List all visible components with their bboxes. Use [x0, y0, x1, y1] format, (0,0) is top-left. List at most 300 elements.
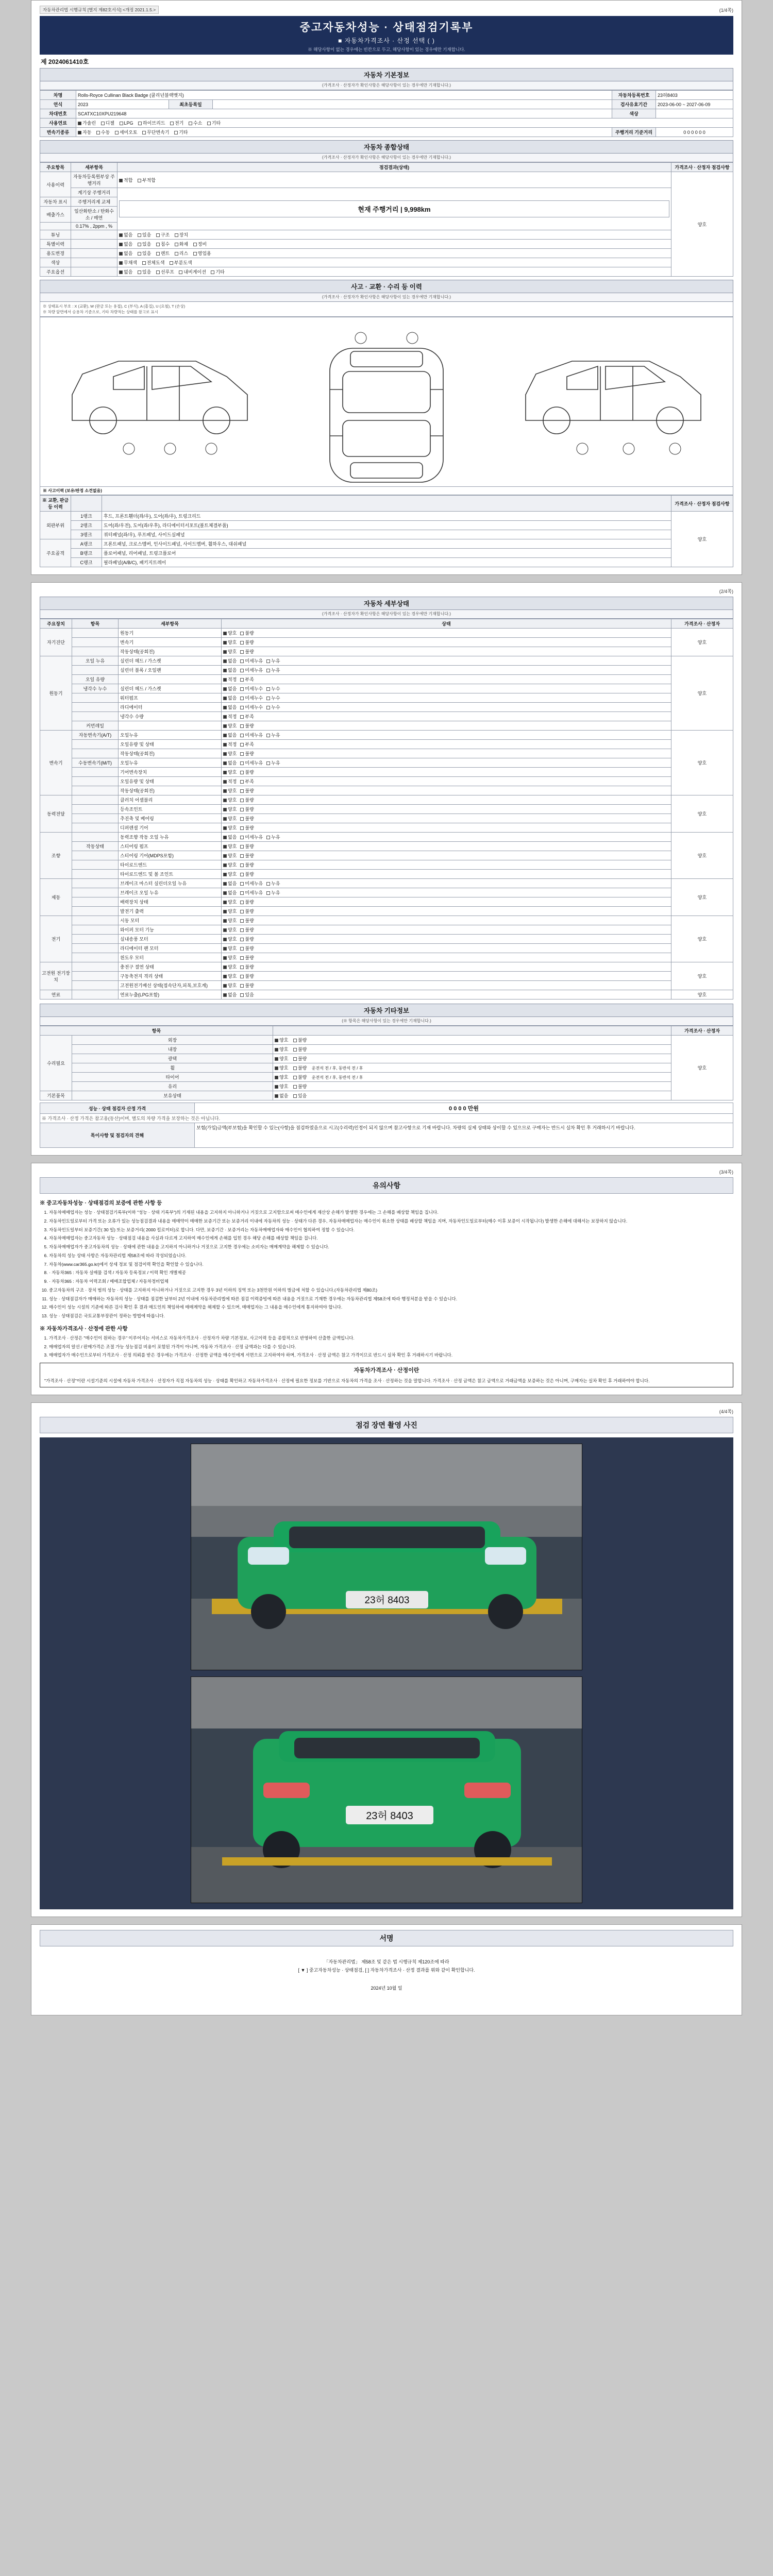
overall-sub-6-0[interactable]: 렌트 [156, 250, 170, 257]
mileage-display: 현재 주행거리 | 9,998km [119, 200, 669, 217]
detail-option[interactable]: 불량 [240, 648, 254, 655]
page-3-topbar [40, 1168, 733, 1175]
overall-group-5: 특별이력 [40, 240, 71, 249]
detail-option[interactable]: 미세누유 [240, 732, 263, 738]
value-firstreg [213, 100, 612, 109]
label-firstreg: 최초등록일 [169, 100, 213, 109]
detail-options[interactable] [222, 823, 671, 833]
detail-option[interactable]: 있음 [240, 991, 254, 998]
detail-group-name: 연료 [40, 990, 72, 999]
label-fuel: 사용연료 [40, 118, 76, 128]
signature-section-title: 서명 [40, 1930, 733, 1946]
detail-option[interactable]: 없음 [223, 694, 237, 701]
overall-opts-7[interactable] [117, 258, 671, 267]
trans-option-1[interactable]: 수동 [96, 129, 110, 135]
detail-item-label [119, 721, 222, 731]
overall-opts-0[interactable] [117, 172, 671, 188]
detail-subgroup: 수동변속기(M/T) [72, 758, 119, 768]
detail-option[interactable]: 양호 [223, 871, 237, 877]
detail-option[interactable]: 불량 [240, 806, 254, 812]
detail-option[interactable]: 누수 [266, 704, 280, 710]
section-sub-overall: (가격조사 · 산정자가 확인사항은 해당사항이 있는 경우에만 기재합니다.) [40, 154, 733, 162]
others-item-5: 유리 [72, 1082, 273, 1091]
others-opt-6-0[interactable]: 없음 [275, 1092, 288, 1099]
detail-option[interactable]: 불량 [240, 815, 254, 822]
detail-option[interactable]: 양호 [223, 787, 237, 794]
overall-opts-5[interactable] [117, 240, 671, 249]
overall-item-4 [71, 230, 117, 240]
fuel-option-3[interactable]: 하이브리드 [138, 120, 165, 126]
page-4-topbar [40, 1408, 733, 1415]
overall-opt-6-1[interactable]: 있음 [138, 250, 151, 257]
detail-options[interactable] [222, 888, 671, 897]
page-number-3: (3/4쪽) [719, 1170, 733, 1175]
detail-item-label: 스티어링 기어(MDPS포함) [119, 851, 222, 860]
detail-subgroup [72, 888, 119, 897]
document-header [40, 16, 733, 55]
others-note: 양호 [671, 1036, 733, 1100]
notice-item: 3. 매매업자가 매수인으로부터 가격조사 · 산정 의뢰를 받은 경우에는 가격조사 · 산정한 금액을 매수인에게 서면으로 고지하여야 하며, 가격조사 · 산정 금액은 참고 가격이므로 반드시 실차 확인 후 거래하시기 바랍니다. [49, 1352, 733, 1359]
value-color [656, 109, 733, 118]
trans-option-0[interactable]: 자동 [78, 129, 91, 135]
document-subtitle: ■ 자동차가격조사 · 산정 선택 ( ) [338, 37, 435, 44]
others-opts-5[interactable] [273, 1082, 671, 1091]
detail-row [40, 814, 733, 823]
detail-item-label: 충전구 절연 상태 [119, 962, 222, 972]
overall-sub-4-0[interactable]: 구조 [156, 231, 170, 238]
detail-row [40, 879, 733, 888]
detail-row [40, 953, 733, 962]
detail-options[interactable] [222, 962, 671, 972]
detail-option[interactable]: 불량 [240, 852, 254, 859]
detail-option[interactable]: 부족 [240, 676, 254, 683]
overall-opt-4-1[interactable]: 있음 [138, 231, 151, 238]
detail-option[interactable]: 양호 [223, 908, 237, 914]
accident-legend [40, 302, 733, 317]
detail-inspector-note: 양호 [671, 629, 733, 656]
detail-inspector-note: 양호 [671, 990, 733, 999]
overall-opt-5-1[interactable]: 있음 [138, 241, 151, 247]
detail-option[interactable]: 불량 [240, 899, 254, 905]
price-definition-text: "가격조사 · 산정"이란 시설기준의 시설에 자동차 가격조사 · 산정자가 직접 자동차의 성능 · 상태를 확인하고 자동차가격조사 · 산정에 필요한 정보를 기반으로 자동차의 가격을 조사 · 산정하는 것을 말합니다. 가격조사 · 산정 금액은 참고 금액으로 거래금액을 보증하는 것은 아니며, 구매자는 실차 확인 후 거래하여야 합니다. [44, 1378, 650, 1383]
detail-option[interactable]: 불량 [240, 945, 254, 952]
detail-option[interactable]: 불량 [240, 936, 254, 942]
frame-note-value: 양호 [671, 512, 733, 567]
detail-option[interactable]: 미세누수 [240, 685, 263, 692]
overall-opt-0-1[interactable]: 부적합 [138, 177, 156, 183]
detail-subgroup [72, 805, 119, 814]
notice-item: 8. · 자동차365 : 자동차 실매물 검색 / 자동차 등록정보 / 이력 확인 개별제공 [49, 1269, 733, 1276]
detail-option[interactable]: 양호 [223, 917, 237, 924]
detail-options[interactable] [222, 795, 671, 805]
detail-options[interactable] [222, 935, 671, 944]
transmission-options[interactable] [76, 128, 612, 137]
detail-option[interactable]: 미세누유 [240, 834, 263, 840]
page-4 [31, 1402, 742, 1917]
others-opt-6-1[interactable]: 있음 [293, 1092, 307, 1099]
others-opt-5-1[interactable]: 불량 [293, 1083, 307, 1090]
detail-option[interactable]: 누수 [266, 685, 280, 692]
damage-diagram[interactable] [40, 317, 733, 487]
detail-subgroup [72, 814, 119, 823]
detail-subgroup [72, 703, 119, 712]
overall-opt-7-1[interactable]: 전체도색 [142, 259, 165, 266]
others-opts-6[interactable] [273, 1091, 671, 1100]
detail-group-name: 자기진단 [40, 629, 72, 656]
detail-option[interactable]: 불량 [240, 722, 254, 729]
detail-options[interactable] [222, 990, 671, 999]
detail-option[interactable]: 양호 [223, 769, 237, 775]
detail-item-label: 원동기 [119, 629, 222, 638]
fuel-option-4[interactable]: 전기 [170, 120, 183, 126]
detail-option[interactable]: 없음 [223, 685, 237, 692]
inspection-photo-rear[interactable] [191, 1676, 582, 1903]
overall-sub-5-2[interactable]: 정비 [193, 241, 207, 247]
overall-opts-6[interactable] [117, 249, 671, 258]
detail-item-label: 브레이크 마스터 실린더오일 누유 [119, 879, 222, 888]
detail-options[interactable] [222, 860, 671, 870]
detail-option[interactable]: 불량 [240, 917, 254, 924]
detail-row [40, 935, 733, 944]
fuel-option-1[interactable]: 디젤 [101, 120, 114, 126]
value-inspection: 2023-06-00 ~ 2027-06-09 [656, 100, 733, 109]
label-transmission: 변속기종류 [40, 128, 76, 137]
detail-options[interactable] [222, 768, 671, 777]
detail-options[interactable] [222, 758, 671, 768]
detail-option[interactable]: 양호 [223, 639, 237, 646]
overall-opt-8-1[interactable]: 있음 [138, 268, 151, 275]
overall-sub-8-1[interactable]: 내비게이션 [179, 268, 206, 275]
frame-row-0-items: 후드, 프론트휀더(좌/우), 도어(좌/우), 트렁크리드 [102, 512, 671, 521]
frame-col-items [102, 496, 671, 512]
detail-row [40, 962, 733, 972]
label-color: 색상 [612, 109, 656, 118]
detail-option[interactable]: 미세누수 [240, 704, 263, 710]
page-1 [31, 0, 742, 575]
detail-item-label: 브레이크 오일 누유 [119, 888, 222, 897]
fuel-options[interactable] [76, 118, 733, 128]
detail-options[interactable] [222, 814, 671, 823]
others-opts-4[interactable] [273, 1073, 671, 1082]
others-opt-4-0[interactable]: 양호 [275, 1074, 288, 1080]
detail-option[interactable]: 누유 [266, 834, 280, 840]
detail-option[interactable]: 불량 [240, 954, 254, 961]
detail-row [40, 786, 733, 795]
detail-group-name: 조향 [40, 833, 72, 879]
detail-option[interactable]: 미세누수 [240, 694, 263, 701]
detail-option[interactable]: 없음 [223, 991, 237, 998]
detail-options[interactable] [222, 805, 671, 814]
frame-row-2-level: 3랭크 [71, 530, 102, 539]
detail-options[interactable] [222, 638, 671, 647]
others-opt-4-1[interactable]: 불량 [293, 1074, 307, 1080]
detail-options[interactable] [222, 749, 671, 758]
detail-options[interactable] [222, 629, 671, 638]
detail-options[interactable] [222, 842, 671, 851]
detail-options[interactable] [222, 953, 671, 962]
others-opt-1-1[interactable]: 불량 [293, 1046, 307, 1053]
detail-row [40, 842, 733, 851]
detail-option[interactable]: 양호 [223, 630, 237, 636]
overall-opt-8-0[interactable]: 없음 [119, 268, 132, 275]
detail-option[interactable]: 부족 [240, 741, 254, 748]
detail-subgroup [72, 851, 119, 860]
overall-opt-4-0[interactable]: 없음 [119, 231, 132, 238]
others-item-3: 휠 [72, 1063, 273, 1073]
detail-subgroup [72, 972, 119, 981]
price-definition-box [40, 1363, 733, 1387]
overall-note: 양호 [671, 172, 733, 277]
detail-option[interactable]: 불량 [240, 824, 254, 831]
detail-option[interactable]: 불량 [240, 630, 254, 636]
detail-item-label: 윈도우 모터 [119, 953, 222, 962]
detail-row [40, 833, 733, 842]
others-item-6: 보유상태 [72, 1091, 273, 1100]
price-title: 성능 · 상태 점검자 산정 가격 [40, 1103, 195, 1114]
overall-sub-6-1[interactable]: 리스 [175, 250, 188, 257]
car-diagram-svg[interactable] [40, 317, 733, 487]
detail-options[interactable] [222, 907, 671, 916]
frame-row-5-level: C랭크 [71, 558, 102, 567]
detail-option[interactable]: 없음 [223, 889, 237, 896]
detail-option[interactable]: 없음 [223, 759, 237, 766]
label-condcode: 주행거리 기준거리 [612, 128, 656, 137]
others-opt-3-1[interactable]: 불량 [293, 1064, 307, 1071]
overall-sub-5-0[interactable]: 침수 [156, 241, 170, 247]
detail-item-label: 워터펌프 [119, 693, 222, 703]
overall-sub-4-1[interactable]: 장치 [175, 231, 188, 238]
svg-text:23허 8403: 23허 8403 [364, 1595, 410, 1606]
detail-option[interactable]: 양호 [223, 936, 237, 942]
detail-option[interactable]: 없음 [223, 834, 237, 840]
overall-sub-6-2[interactable]: 영업용 [193, 250, 211, 257]
trans-option-3[interactable]: 무단변속기 [142, 129, 169, 135]
detail-subgroup [72, 777, 119, 786]
detail-options[interactable] [222, 925, 671, 935]
detail-option[interactable]: 불량 [240, 750, 254, 757]
inspection-photo-front[interactable] [191, 1444, 582, 1670]
detail-item-label: 작동상태(공회전) [119, 786, 222, 795]
overall-sub-5-1[interactable]: 화재 [175, 241, 188, 247]
detail-option[interactable]: 양호 [223, 843, 237, 850]
detail-option[interactable]: 없음 [223, 732, 237, 738]
detail-options[interactable] [222, 740, 671, 749]
detail-option[interactable]: 적정 [223, 778, 237, 785]
detail-option[interactable]: 누유 [266, 759, 280, 766]
detail-subgroup [72, 768, 119, 777]
detail-option[interactable]: 누유 [266, 732, 280, 738]
detail-option[interactable]: 불량 [240, 796, 254, 803]
frame-col-level [71, 496, 102, 512]
overall-item-1: 계기상 주행거리 [71, 188, 117, 197]
detail-option[interactable]: 양호 [223, 982, 237, 989]
detail-options[interactable] [222, 833, 671, 842]
others-opt-0-0[interactable]: 양호 [275, 1037, 288, 1043]
detail-option[interactable]: 양호 [223, 722, 237, 729]
overall-item-0: 자동차등록원부상 주행거리 [71, 172, 117, 188]
detail-option[interactable]: 양호 [223, 806, 237, 812]
detail-options[interactable] [222, 703, 671, 712]
detail-option[interactable]: 양호 [223, 899, 237, 905]
overall-group-2: 자동차 표시 [40, 197, 71, 207]
notice-item: 11. 성능 · 상태점검자가 매매하는 자동차의 성능 · 상태를 점검한 날부터 2년 이내에 자동차관리법에 따른 점검 이력증빙에 따른 내용을 거짓으로 기재한 경우에는 자동차관리법 제58조에 따라 행정처분을 받을 수 있습니다. [49, 1296, 733, 1302]
detail-item-label: 배력장치 상태 [119, 897, 222, 907]
trans-option-4[interactable]: 기타 [174, 129, 188, 135]
detail-options[interactable] [222, 712, 671, 721]
detail-option[interactable]: 적정 [223, 676, 237, 683]
detail-option[interactable]: 미세누유 [240, 667, 263, 673]
overall-opts-4[interactable] [117, 230, 671, 240]
detail-options[interactable] [222, 981, 671, 990]
detail-subgroup [72, 712, 119, 721]
detail-item-label: 동력조향 작동 오일 누유 [119, 833, 222, 842]
fuel-option-5[interactable]: 수소 [189, 120, 202, 126]
detail-options[interactable] [222, 777, 671, 786]
detail-subgroup [72, 647, 119, 656]
detail-option[interactable]: 미세누유 [240, 657, 263, 664]
detail-option[interactable]: 누유 [266, 880, 280, 887]
page-5 [31, 1924, 742, 2015]
detail-option[interactable]: 적정 [223, 713, 237, 720]
detail-item-label: 타이로드엔드 및 볼 조인트 [119, 870, 222, 879]
detail-options[interactable] [222, 897, 671, 907]
overall-sub-8-0[interactable]: 선루프 [156, 268, 174, 275]
overall-sub-8-2[interactable]: 기타 [211, 268, 224, 275]
detail-option[interactable]: 적정 [223, 741, 237, 748]
detail-option[interactable]: 미세누유 [240, 889, 263, 896]
detail-option[interactable]: 양호 [223, 973, 237, 979]
detail-option[interactable]: 불량 [240, 861, 254, 868]
others-opts-3[interactable] [273, 1063, 671, 1073]
notice-item: 2. 매매업자의 알선 / 판매가격은 조절 가능 성능점검 비용이 포함된 가격이 아니며, 자동차 가격조사 · 산정 금액과는 다를 수 있습니다. [49, 1344, 733, 1350]
others-opt-2-1[interactable]: 불량 [293, 1055, 307, 1062]
others-opt-3-0[interactable]: 양호 [275, 1064, 288, 1071]
overall-opt-7-0[interactable]: 무채색 [119, 259, 137, 266]
detail-options[interactable] [222, 666, 671, 675]
fuel-option-6[interactable]: 기타 [207, 120, 221, 126]
overall-item-8 [71, 267, 117, 277]
frame-title-cell: ※ 교환, 판금 등 이력 [40, 496, 71, 512]
detail-options[interactable] [222, 972, 671, 981]
label-vin: 차대번호 [40, 109, 76, 118]
detail-options[interactable] [222, 944, 671, 953]
detail-options[interactable] [222, 693, 671, 703]
detail-option[interactable]: 없음 [223, 880, 237, 887]
detail-options[interactable] [222, 731, 671, 740]
page-3 [31, 1163, 742, 1395]
detail-option[interactable]: 누수 [266, 694, 280, 701]
detail-option[interactable]: 양호 [223, 954, 237, 961]
detail-options[interactable] [222, 656, 671, 666]
detail-option[interactable]: 불량 [240, 982, 254, 989]
detail-row [40, 666, 733, 675]
detail-option[interactable]: 누유 [266, 657, 280, 664]
others-opts-2[interactable] [273, 1054, 671, 1063]
fuel-option-2[interactable]: LPG [120, 121, 133, 126]
detail-option[interactable]: 불량 [240, 973, 254, 979]
detail-option[interactable]: 불량 [240, 843, 254, 850]
detail-options[interactable] [222, 879, 671, 888]
overall-group-4: 튜닝 [40, 230, 71, 240]
fuel-option-0[interactable]: 가솔린 [78, 120, 96, 126]
page-number-4: (4/4쪽) [719, 1409, 733, 1415]
overall-item-2: 주행거리계 교체 [71, 197, 117, 207]
detail-item-label: 스티어링 펌프 [119, 842, 222, 851]
detail-options[interactable] [222, 647, 671, 656]
detail-option[interactable]: 불량 [240, 639, 254, 646]
others-opt-5-0[interactable]: 양호 [275, 1083, 288, 1090]
detail-option[interactable]: 없음 [223, 657, 237, 664]
detail-option[interactable]: 불량 [240, 769, 254, 775]
detail-subgroup: 커먼레일 [72, 721, 119, 731]
others-opt-0-1[interactable]: 불량 [293, 1037, 307, 1043]
detail-option[interactable]: 양호 [223, 945, 237, 952]
detail-options[interactable] [222, 684, 671, 693]
detail-option[interactable]: 부족 [240, 778, 254, 785]
overall-opt-7-2[interactable]: 부분도색 [170, 259, 192, 266]
others-opt-2-0[interactable]: 양호 [275, 1055, 288, 1062]
detail-option[interactable]: 불량 [240, 908, 254, 914]
detail-option[interactable]: 양호 [223, 852, 237, 859]
detail-option[interactable]: 미세누유 [240, 880, 263, 887]
detail-option[interactable]: 불량 [240, 926, 254, 933]
others-opts-0[interactable] [273, 1036, 671, 1045]
others-opts-1[interactable] [273, 1045, 671, 1054]
detail-option[interactable]: 누유 [266, 667, 280, 673]
others-opt-1-0[interactable]: 양호 [275, 1046, 288, 1053]
page-number-2: (2/4쪽) [719, 589, 733, 594]
detail-options[interactable] [222, 721, 671, 731]
detail-option[interactable]: 양호 [223, 796, 237, 803]
trans-option-2[interactable]: 세미오토 [115, 129, 138, 135]
detail-option[interactable]: 양호 [223, 963, 237, 970]
overall-item-6 [71, 249, 117, 258]
detail-options[interactable] [222, 786, 671, 795]
others-hdr-1 [273, 1026, 671, 1036]
detail-subgroup [72, 944, 119, 953]
others-item-0: 외장 [72, 1036, 273, 1045]
detail-subgroup [72, 740, 119, 749]
detail-item-label: 라디에이터 [119, 703, 222, 712]
detail-options[interactable] [222, 675, 671, 684]
detail-options[interactable] [222, 870, 671, 879]
detail-option[interactable]: 양호 [223, 926, 237, 933]
value-vin: SCATXC10XPU219648 [76, 109, 612, 118]
detail-option[interactable]: 양호 [223, 750, 237, 757]
detail-option[interactable]: 불량 [240, 787, 254, 794]
detail-row [40, 897, 733, 907]
detail-option[interactable]: 양호 [223, 648, 237, 655]
detail-option[interactable]: 불량 [240, 871, 254, 877]
overall-opt-5-0[interactable]: 없음 [119, 241, 132, 247]
overall-opt-6-0[interactable]: 없음 [119, 250, 132, 257]
overall-opts-8[interactable] [117, 267, 671, 277]
detail-subgroup [72, 962, 119, 972]
detail-option[interactable]: 누유 [266, 889, 280, 896]
photo-section-title: 점검 장면 촬영 사진 [40, 1417, 733, 1433]
detail-option[interactable]: 양호 [223, 861, 237, 868]
detail-option[interactable]: 없음 [223, 667, 237, 673]
detail-option[interactable]: 양호 [223, 815, 237, 822]
detail-option[interactable]: 없음 [223, 704, 237, 710]
detail-options[interactable] [222, 851, 671, 860]
detail-option[interactable]: 미세누유 [240, 759, 263, 766]
overall-opt-0-0[interactable]: 적합 [119, 177, 132, 183]
detail-option[interactable]: 불량 [240, 963, 254, 970]
detail-option[interactable]: 양호 [223, 824, 237, 831]
detail-options[interactable] [222, 916, 671, 925]
detail-option[interactable]: 부족 [240, 713, 254, 720]
